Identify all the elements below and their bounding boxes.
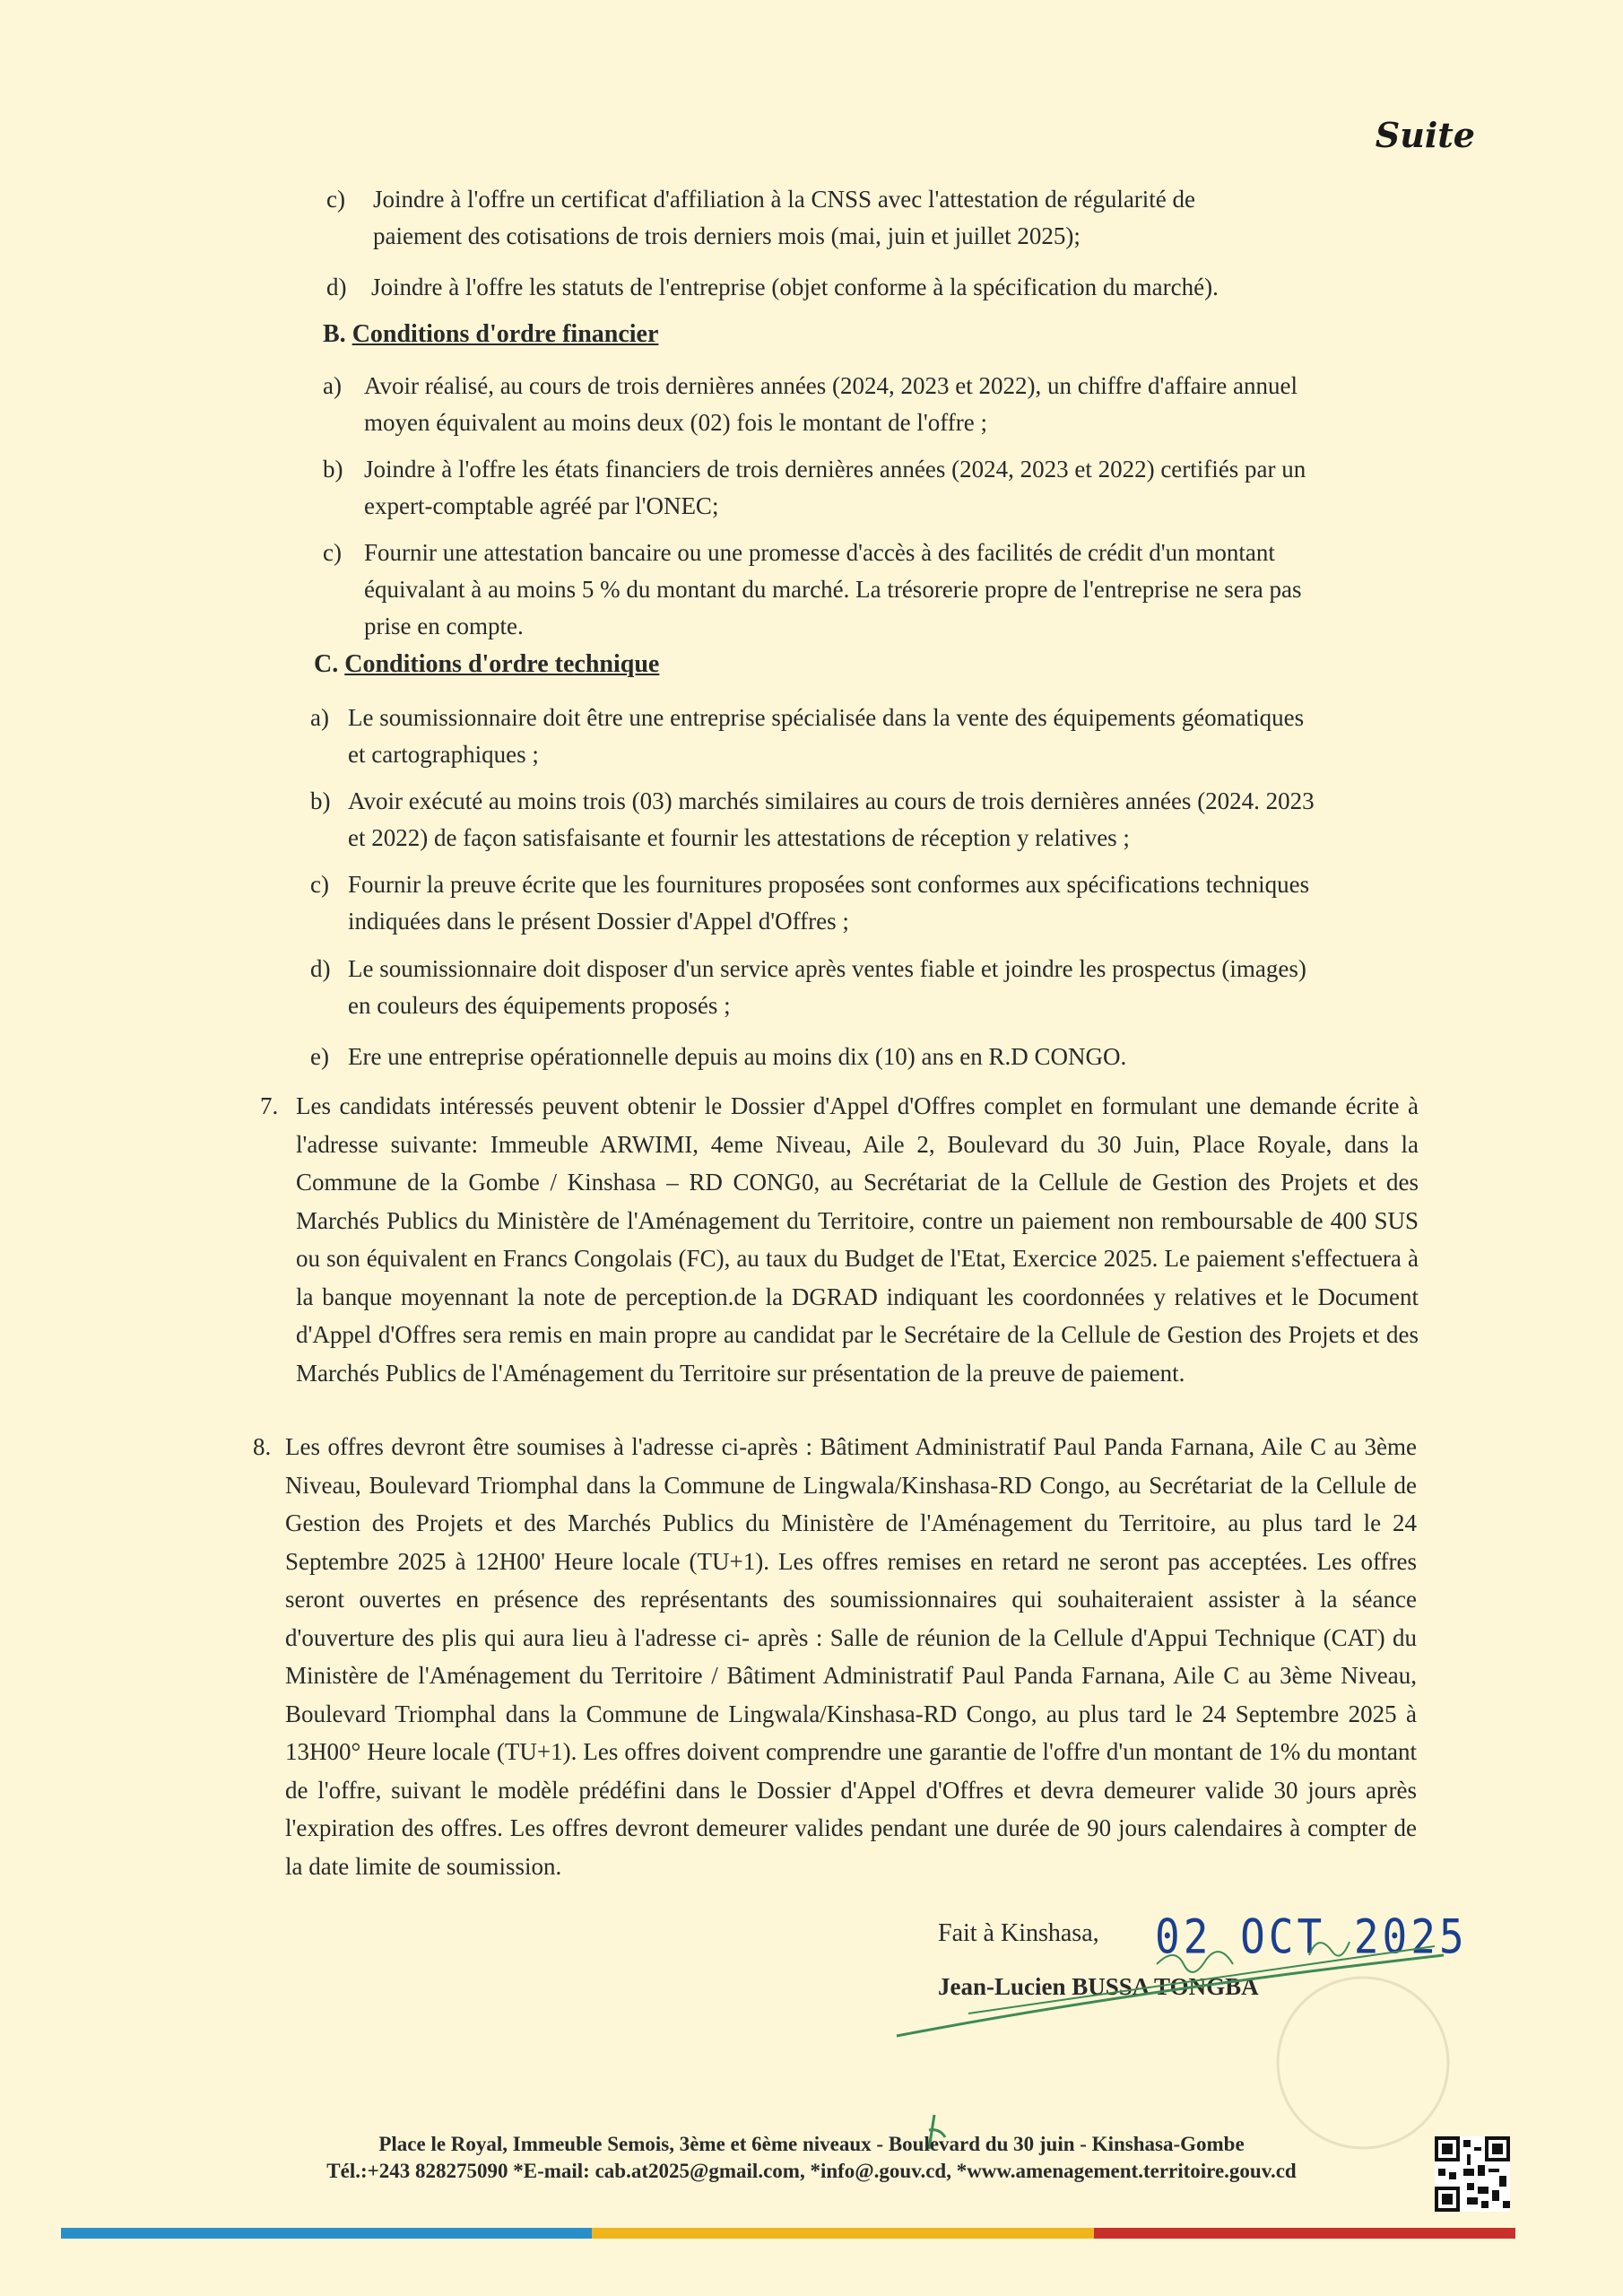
footer-contact: Tél.:+243 828275090 *E-mail: cab.at2025@gmail.com, *info@.gouv.cd, *www.amenagement.territoire.gouv.cd bbox=[326, 2160, 1297, 2182]
paragraph-line: soumissionnaires qui souhaiteraient assister à la séance d'ouverture des plis qui aura lieu à l'adresse ci- bbox=[285, 1586, 1417, 1651]
date-stamp: 02 OCT 2025 bbox=[1155, 1909, 1468, 1965]
paragraph-line: valide 30 jours après l'expiration des offres. Les offres devront demeurer valides pendant une durée de bbox=[285, 1776, 1418, 1841]
section-letter: C. bbox=[314, 650, 339, 678]
paragraph-line: Les offres devront être soumises à l'adresse ci-après : Bâtiment Administratif Paul Panda Farnana, Aile bbox=[285, 1433, 1303, 1460]
item-c-e bbox=[310, 1039, 1431, 1075]
item-label: c) bbox=[323, 539, 342, 566]
item-line: indiquées dans le présent Dossier d'Appel d'Offres ; bbox=[348, 908, 849, 935]
paragraph-line: Secrétariat de la Cellule de Gestion des Projets et des Marchés Publics du Ministère de l'Aménagement bbox=[285, 1471, 1417, 1536]
footer-bar-red bbox=[1094, 2228, 1515, 2239]
item-label: b) bbox=[323, 456, 343, 483]
suite-label: Suite bbox=[1375, 115, 1475, 155]
item-line: prise en compte. bbox=[364, 613, 524, 639]
section-title: Conditions d'ordre technique bbox=[344, 650, 660, 678]
item-line: Fournir une attestation bancaire ou une promesse d'accès à des facilités de crédit d'un montant bbox=[364, 539, 1275, 566]
paragraph-line: remis en main propre au candidat par le Secrétaire de la Cellule de Gestion des Projets et des Marchés bbox=[296, 1321, 1419, 1387]
item-c-d bbox=[310, 951, 1431, 1024]
section-title: Conditions d'ordre financier bbox=[352, 320, 659, 348]
paragraph-line: Heure locale (TU+1). Les offres doivent comprendre une garantie de l'offre d'un montant de 1% du bbox=[367, 1738, 1332, 1765]
paragraph-line: du Territoire, au plus tard le 24 Septembre 2025 à 12H00' Heure locale (TU+1). Les offres remises en bbox=[285, 1509, 1417, 1575]
paragraph-line: Budget de l'Etat, Exercice 2025. Le paiement s'effectuera à la banque moyennant la note de bbox=[296, 1245, 1419, 1310]
item-label: e) bbox=[310, 1043, 329, 1070]
item-b-b bbox=[323, 451, 1435, 525]
item-b-c bbox=[323, 535, 1435, 645]
item-line: et cartographiques ; bbox=[348, 741, 539, 768]
section-b-heading bbox=[323, 316, 658, 352]
section-letter: B. bbox=[323, 320, 346, 348]
paragraph-line: perception.de la DGRAD indiquant les coordonnées y relatives et le Document d'Appel d'Offres sera bbox=[296, 1283, 1419, 1348]
item-label: c) bbox=[326, 186, 345, 213]
paragraph-line: Place Royale, dans la Commune de la Gombe / Kinshasa – RD CONG0, au Secrétariat de la Cellule bbox=[296, 1130, 1419, 1196]
item-line: Joindre à l'offre les états financiers de trois dernières années (2024, 2023 et 2022) certifiés par un bbox=[364, 456, 1306, 483]
item-line: en couleurs des équipements proposés ; bbox=[348, 992, 731, 1019]
item-line: expert-comptable agréé par l'ONEC; bbox=[364, 492, 719, 519]
signer-name: Jean-Lucien BUSSA TONGBA bbox=[938, 1973, 1259, 2000]
item-line: Joindre à l'offre les statuts de l'entreprise (objet conforme à la spécification du marché). bbox=[371, 274, 1219, 300]
item-b-a bbox=[323, 368, 1435, 441]
paragraph-line: demande écrite à l'adresse suivante: Immeuble ARWIMI, 4eme Niveau, Aile 2, Boulevard du 30 Juin, bbox=[296, 1092, 1419, 1158]
item-line: moyen équivalent au moins deux (02) fois le montant de l'offre ; bbox=[364, 409, 987, 436]
point-8-paragraph bbox=[285, 1428, 1417, 1885]
item-line: Avoir exécuté au moins trois (03) marchés similaires au cours de trois dernières années (2024. 2023 bbox=[348, 787, 1315, 814]
item-c-b bbox=[310, 783, 1431, 857]
paragraph-line: après : Salle de réunion de la Cellule d'Appui Technique (CAT) du Ministère de l'Aménagement du bbox=[285, 1623, 1417, 1689]
paragraph-line: Publics de l'Aménagement du Territoire sur présentation de la preuve de paiement. bbox=[385, 1359, 1185, 1387]
item-label: c) bbox=[310, 871, 329, 898]
item-line: Fournir la preuve écrite que les fournitures proposées sont conformes aux spécifications techniques bbox=[348, 871, 1310, 898]
item-line: paiement des cotisations de trois derniers mois (mai, juin et juillet 2025); bbox=[373, 222, 1081, 249]
paragraph-line: Les candidats intéressés peuvent obtenir le Dossier d'Appel d'Offres complet en formulant une bbox=[296, 1092, 1241, 1119]
signature-mark bbox=[861, 1928, 1488, 2161]
qr-code bbox=[1435, 2136, 1510, 2212]
item-label: d) bbox=[310, 955, 331, 982]
item-label: a) bbox=[310, 704, 329, 731]
item-line: équivalant à au moins 5 % du montant du marché. La trésorerie propre de l'entreprise ne sera pas bbox=[364, 576, 1302, 603]
point-7-number: 7. bbox=[260, 1092, 279, 1119]
item-line: Le soumissionnaire doit être une entreprise spécialisée dans la vente des équipements géomatiques bbox=[348, 704, 1305, 731]
paragraph-line: retard ne seront pas acceptées. Les offres seront ouvertes en présence des représentants des bbox=[285, 1547, 1418, 1613]
footer-address: Place le Royal, Immeuble Semois, 3ème et 6ème niveaux - Boulevard du 30 juin - Kinshasa-Gombe bbox=[378, 2133, 1245, 2155]
item-c-c bbox=[310, 866, 1431, 940]
item-label: d) bbox=[326, 274, 347, 300]
item-line: Avoir réalisé, au cours de trois dernières années (2024, 2023 et 2022), un chiffre d'affaire annuel bbox=[364, 372, 1298, 399]
paragraph-line: montant de l'offre, suivant le modèle prédéfini dans le Dossier d'Appel d'Offres et devra demeurer bbox=[285, 1738, 1418, 1804]
footer-bar-yellow bbox=[592, 2228, 1094, 2239]
item-label: b) bbox=[310, 787, 331, 814]
point-7-paragraph bbox=[296, 1087, 1419, 1392]
item-c-a bbox=[310, 700, 1431, 773]
item-line: Joindre à l'offre un certificat d'affiliation à la CNSS avec l'attestation de régularité de bbox=[373, 186, 1196, 213]
paragraph-line: dans la Commune de Lingwala/Kinshasa-RD Congo, au plus tard le 24 Septembre 2025 à 13H00° bbox=[285, 1700, 1418, 1765]
paragraph-line: 90 jours calendaires à compter de la date limite de soumission. bbox=[285, 1814, 1418, 1880]
paragraph-line: de Gestion des Projets et des Marchés Publics du Ministère de l'Aménagement du Territoire, contre bbox=[296, 1169, 1419, 1234]
fait-a-kinshasa: Fait à Kinshasa, bbox=[938, 1919, 1099, 1947]
item-a-d bbox=[326, 269, 1436, 306]
item-label: a) bbox=[323, 372, 342, 399]
item-line: Ere une entreprise opérationnelle depuis au moins dix (10) ans en R.D CONGO. bbox=[348, 1043, 1127, 1070]
paragraph-line: Territoire / Bâtiment Administratif Paul Panda Farnana, Aile C au 3ème Niveau, Boulevard Triomphal bbox=[285, 1662, 1417, 1727]
section-c-heading bbox=[314, 646, 659, 683]
paragraph-line: C au 3ème Niveau, Boulevard Triomphal dans la Commune de Lingwala/Kinshasa-RD Congo, au bbox=[285, 1433, 1417, 1499]
footer-bar-blue bbox=[61, 2228, 592, 2239]
item-a-c bbox=[326, 181, 1436, 255]
paragraph-line: un paiement non remboursable de 400 SUS ou son équivalent en Francs Congolais (FC), au taux du bbox=[296, 1206, 1419, 1272]
item-line: Le soumissionnaire doit disposer d'un service après ventes fiable et joindre les prospectus (images) bbox=[348, 955, 1306, 982]
item-line: et 2022) de façon satisfaisante et fournir les attestations de réception y relatives ; bbox=[348, 824, 1130, 851]
point-8-number: 8. bbox=[253, 1433, 272, 1460]
